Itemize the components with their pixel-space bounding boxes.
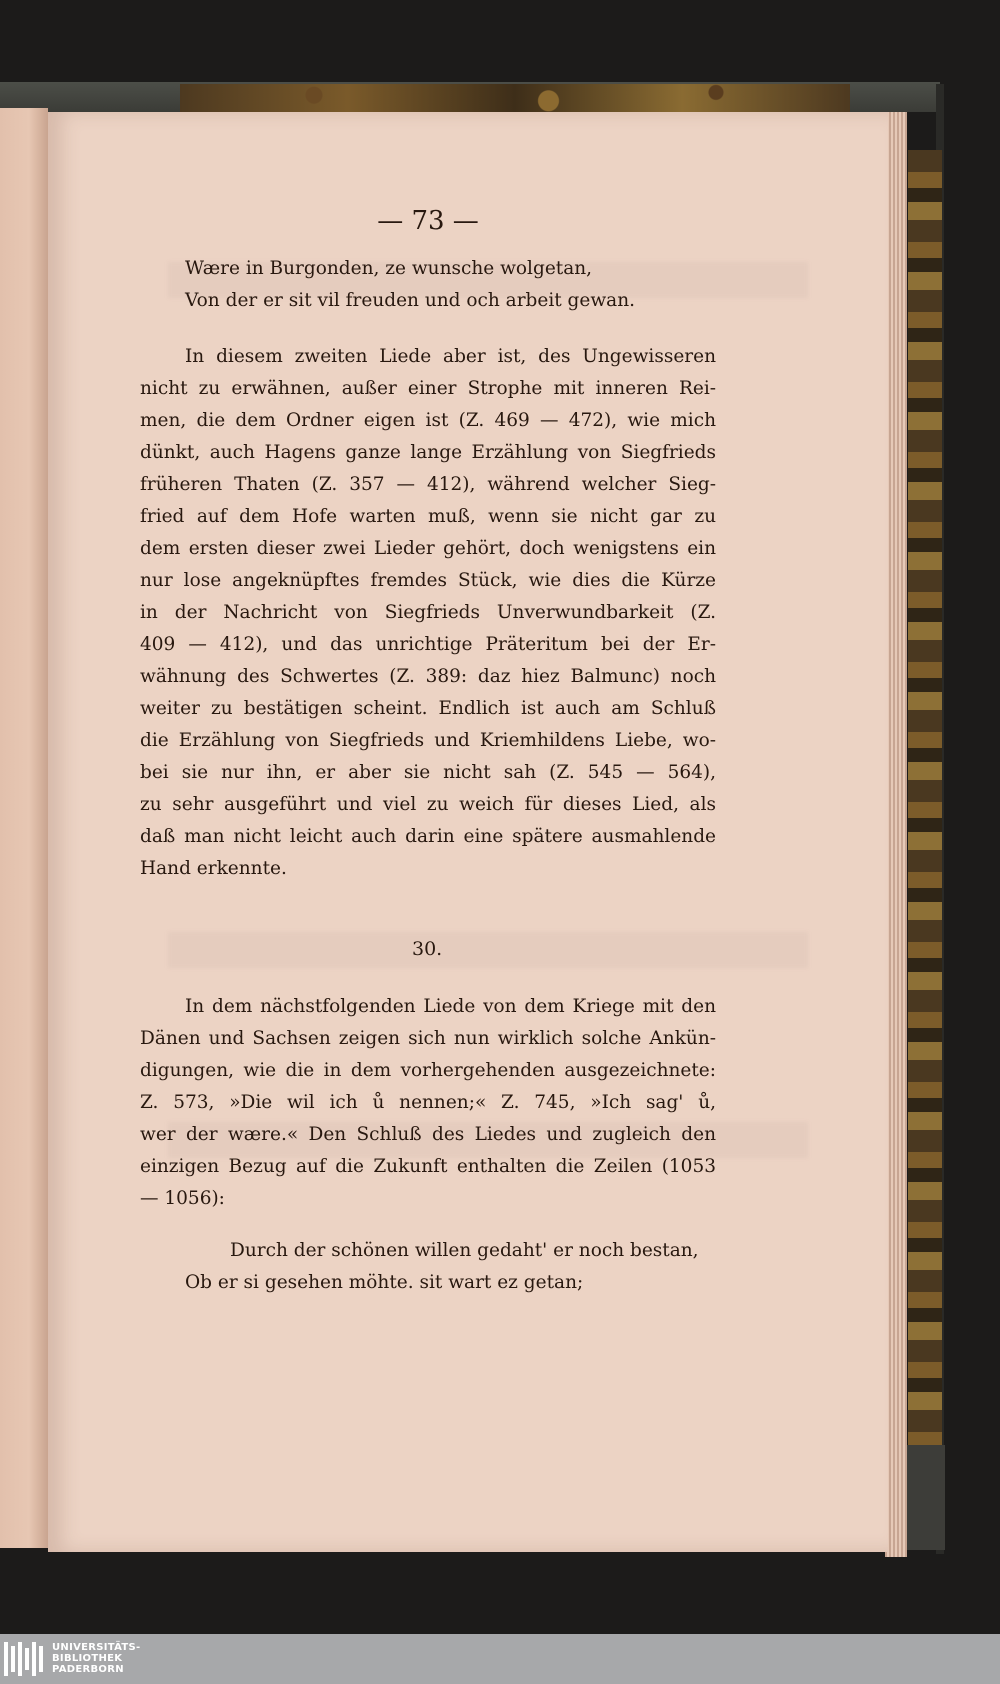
paragraph-line: Dänen und Sachsen zeigen sich nun wirklich solche Ankün-: [140, 1028, 716, 1049]
paragraph-line: men, die dem Ordner eigen ist (Z. 469 — 472), wie mich: [140, 410, 716, 431]
show-through: [168, 932, 808, 968]
paragraph-line: dünkt, auch Hagens ganze lange Erzählung von Siegfrieds: [140, 442, 716, 463]
paragraph-line: Hand erkennte.: [140, 858, 287, 879]
paragraph-line: Z. 573, »Die wil ich ů nennen;« Z. 745, »Ich sag' ů,: [140, 1092, 716, 1113]
marbled-cover-edge: [908, 150, 942, 1450]
facing-page: [0, 108, 48, 1548]
verse-line: Wære in Burgonden, ze wunsche wolgetan,: [185, 258, 593, 279]
paragraph-line: bei sie nur ihn, er aber sie nicht sah (Z. 545 — 564),: [140, 762, 716, 783]
verse-line: Von der er sit vil freuden und och arbeit gewan.: [185, 290, 636, 311]
paragraph-line: In diesem zweiten Liede aber ist, des Ungewisseren: [185, 346, 716, 367]
paragraph-line: In dem nächstfolgenden Liede von dem Kriege mit den: [185, 996, 716, 1017]
paragraph-line: 409 — 412), und das unrichtige Präteritum bei der Er-: [140, 634, 716, 655]
paragraph-line: wähnung des Schwertes (Z. 389: daz hiez Balmunc) noch: [140, 666, 716, 687]
verse-line: Durch der schönen willen gedaht' er noch bestan,: [230, 1240, 699, 1261]
paragraph-line: einzigen Bezug auf die Zukunft enthalten die Zeilen (1053: [140, 1156, 716, 1177]
paragraph-line: digungen, wie die in dem vorhergehenden ausgezeichnete:: [140, 1060, 716, 1081]
library-logo: [4, 1638, 141, 1680]
paragraph-line: nicht zu erwähnen, außer einer Strophe mit inneren Rei-: [140, 378, 716, 399]
paragraph-line: in der Nachricht von Siegfrieds Unverwundbarkeit (Z.: [140, 602, 716, 623]
paragraph-line: — 1056):: [140, 1188, 225, 1209]
section-number: 30.: [412, 938, 443, 960]
paragraph-line: früheren Thaten (Z. 357 — 412), während welcher Sieg-: [140, 474, 716, 495]
marbled-cover-top: [180, 84, 850, 112]
page-edges: [885, 112, 907, 1557]
paragraph-line: weiter zu bestätigen scheint. Endlich ist auch am Schluß: [140, 698, 716, 719]
page-number-visible: — 73 —: [377, 206, 479, 236]
library-name: [52, 1642, 141, 1675]
paragraph-line: dem ersten dieser zwei Lieder gehört, doch wenigstens ein: [140, 538, 716, 559]
verse-line: Ob er si gesehen möhte. sit wart ez getan;: [185, 1272, 584, 1293]
paragraph-line: die Erzählung von Siegfrieds und Kriemhildens Liebe, wo-: [140, 730, 716, 751]
library-name-text: UNIVERSITÄTS- BIBLIOTHEK PADERBORN: [52, 1642, 141, 1675]
paragraph-line: zu sehr ausgeführt und viel zu weich für dieses Lied, als: [140, 794, 716, 815]
paragraph-line: fried auf dem Hofe warten muß, wenn sie nicht gar zu: [140, 506, 716, 527]
paragraph-line: wer der wære.« Den Schluß des Liedes und zugleich den: [140, 1124, 716, 1145]
paragraph-line: daß man nicht leicht auch darin eine spätere ausmahlende: [140, 826, 716, 847]
book-cover-corner: [905, 1445, 945, 1550]
paragraph-line: nur lose angeknüpftes fremdes Stück, wie dies die Kürze: [140, 570, 716, 591]
library-logo-icon: [4, 1642, 48, 1676]
library-footer: [0, 1634, 1000, 1684]
